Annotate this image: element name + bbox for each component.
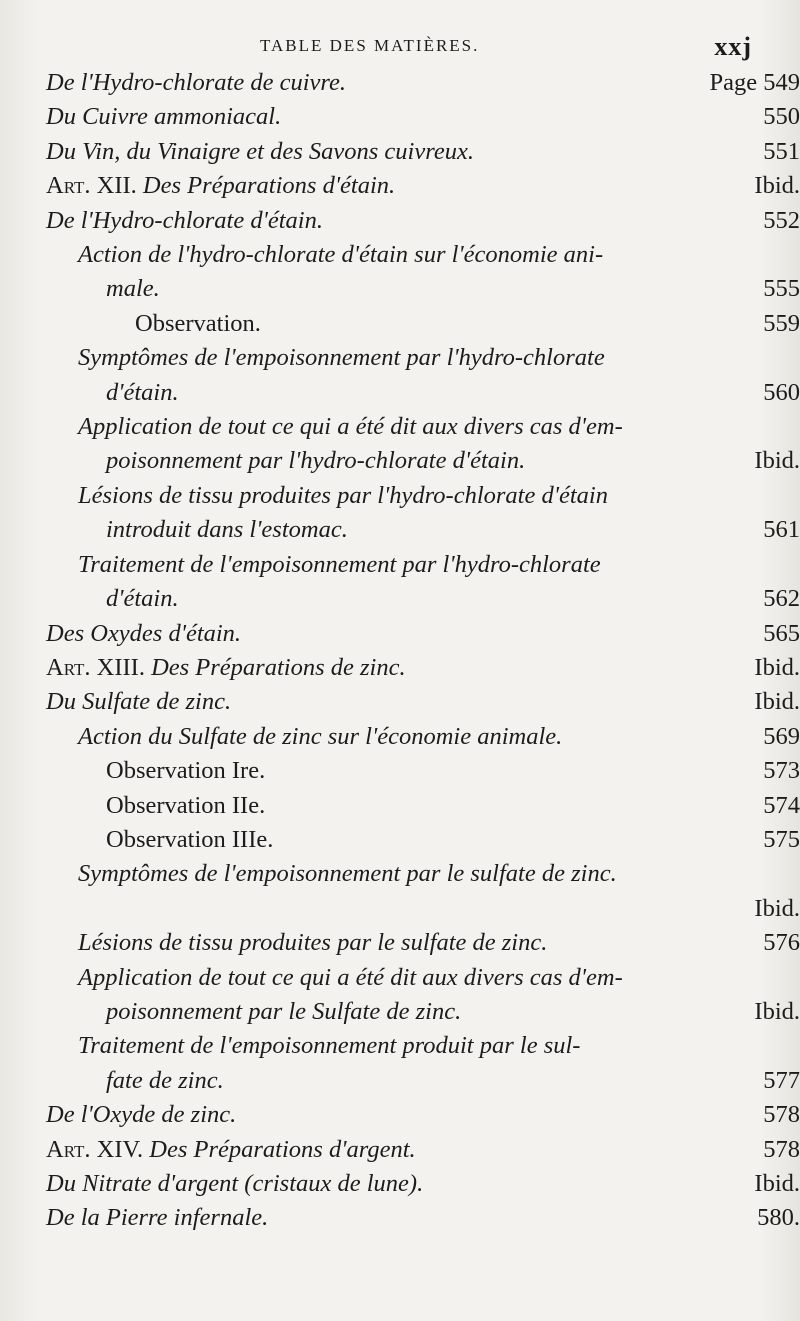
toc-entry-title (78, 961, 728, 995)
page-number: 551 (763, 137, 800, 165)
toc-entry (0, 1029, 800, 1098)
toc-entry-title (46, 169, 728, 203)
page-number: 578 (763, 1101, 800, 1129)
entry-text: De l'Hydro-chlorate d'étain. (46, 206, 323, 234)
toc-entry-title (78, 857, 728, 891)
toc-entry-title (78, 720, 728, 754)
page-number: 569 (763, 722, 800, 750)
page-number: 555 (763, 275, 800, 303)
toc-entry (0, 1098, 800, 1132)
entry-text: Symptômes de l'empoisonnement par le sulfate de zinc. (78, 860, 617, 888)
toc-entry-title (78, 479, 728, 513)
toc-entry (0, 754, 800, 788)
toc-entry (0, 307, 800, 341)
entry-text: Des Préparations d'argent. (149, 1135, 416, 1163)
toc-entry (0, 548, 800, 617)
toc-entry (0, 685, 800, 719)
entry-text: Application de tout ce qui a été dit aux divers cas d'em- (78, 963, 623, 991)
toc-entry (0, 410, 800, 479)
entry-continuation: d'étain. (106, 585, 179, 613)
toc-entry-title (106, 789, 728, 823)
toc-entry-title (46, 100, 728, 134)
page-number: 559 (763, 309, 800, 337)
toc-entry-title (135, 307, 728, 341)
article-number: Art. XIII. (46, 653, 145, 681)
article-number: Art. XIV. (46, 1135, 144, 1163)
toc-entry-title (78, 548, 728, 582)
page-number: Ibid. (754, 447, 800, 475)
entry-text: Action de l'hydro-chlorate d'étain sur l'économie ani- (78, 241, 604, 269)
entry-text: De l'Hydro-chlorate de cuivre. (46, 69, 347, 96)
entry-continuation: male. (106, 275, 160, 303)
page-number: 576 (763, 929, 800, 957)
page-number: 550 (763, 103, 800, 131)
toc-entry-title (46, 651, 728, 685)
toc-entry (0, 1133, 800, 1167)
toc-entry-title (46, 1167, 728, 1201)
entry-text: Des Préparations de zinc. (151, 653, 406, 681)
table-of-contents (0, 66, 800, 1236)
toc-entry (0, 204, 800, 238)
toc-entry-title (78, 238, 728, 272)
toc-entry (0, 169, 800, 203)
toc-entry (0, 720, 800, 754)
toc-entry-title (46, 1201, 728, 1235)
page-number: 573 (763, 757, 800, 785)
toc-entry-title (46, 135, 728, 169)
entry-continuation: poisonnement par l'hydro-chlorate d'étain. (106, 447, 526, 475)
entry-text: Du Cuivre ammoniacal. (46, 103, 282, 131)
page-folio: xxj (714, 32, 752, 61)
page-number: 575 (763, 825, 800, 853)
toc-entry (0, 100, 800, 134)
page-number: 561 (763, 516, 800, 544)
running-title: TABLE DES MATIÈRES. (260, 36, 480, 55)
entry-text: Application de tout ce qui a été dit aux divers cas d'em- (78, 413, 623, 441)
toc-entry (0, 1201, 800, 1235)
page-number: 578 (763, 1135, 800, 1163)
toc-entry (0, 66, 800, 100)
toc-entry (0, 617, 800, 651)
toc-entry-title (106, 823, 728, 857)
entry-text: Symptômes de l'empoisonnement par l'hydro-chlorate (78, 344, 605, 372)
toc-entry (0, 823, 800, 857)
toc-entry (0, 238, 800, 307)
entry-text: Action du Sulfate de zinc sur l'économie animale. (78, 722, 563, 750)
page-number: 580. (757, 1204, 800, 1232)
page-number: Ibid. (754, 1169, 800, 1197)
entry-text: Lésions de tissu produites par le sulfate de zinc. (78, 929, 548, 957)
page-number: 562 (763, 585, 800, 613)
entry-text: Lésions de tissu produites par l'hydro-chlorate d'étain (78, 481, 608, 509)
toc-entry (0, 1167, 800, 1201)
entry-text: Traitement de l'empoisonnement produit par le sul- (78, 1032, 581, 1060)
toc-entry (0, 135, 800, 169)
toc-entry-title (78, 341, 728, 375)
toc-entry (0, 651, 800, 685)
toc-entry (0, 961, 800, 1030)
toc-entry (0, 926, 800, 960)
toc-entry-title (46, 1098, 728, 1132)
entry-text: De la Pierre infernale. (46, 1204, 269, 1232)
entry-text: Traitement de l'empoisonnement par l'hydro-chlorate (78, 550, 601, 578)
page-number: Page 549 (709, 69, 800, 96)
toc-entry (0, 479, 800, 548)
toc-entry-title (46, 204, 728, 238)
toc-entry-title (46, 1133, 728, 1167)
entry-text: Du Sulfate de zinc. (46, 688, 232, 716)
page-number: Ibid. (754, 688, 800, 716)
entry-continuation: poisonnement par le Sulfate de zinc. (106, 997, 462, 1025)
entry-continuation: fate de zinc. (106, 1066, 224, 1094)
page-number: Ibid. (754, 894, 800, 922)
entry-text: Observation. (135, 309, 261, 337)
toc-entry-title (106, 754, 728, 788)
toc-entry-title (78, 410, 728, 444)
toc-entry (0, 857, 800, 926)
entry-text: Observation IIe. (106, 791, 266, 819)
entry-text: Du Vin, du Vinaigre et des Savons cuivreux. (46, 137, 474, 165)
toc-entry (0, 789, 800, 823)
toc-entry-title (46, 66, 728, 100)
page-number: Ibid. (754, 997, 800, 1025)
entry-text: Des Préparations d'étain. (142, 172, 396, 200)
entry-text: De l'Oxyde de zinc. (46, 1101, 237, 1129)
entry-text: Observation Ire. (106, 757, 266, 785)
entry-text: Du Nitrate d'argent (cristaux de lune). (46, 1169, 424, 1197)
page-number: Ibid. (754, 172, 800, 200)
entry-text: Des Oxydes d'étain. (46, 619, 242, 647)
page-number: Ibid. (754, 653, 800, 681)
toc-entry (0, 341, 800, 410)
page-number: 574 (763, 791, 800, 819)
running-header (0, 32, 800, 66)
page-number: 565 (763, 619, 800, 647)
toc-entry-title (78, 926, 728, 960)
entry-continuation: d'étain. (106, 378, 179, 406)
page-number: 577 (763, 1066, 800, 1094)
toc-entry-title (78, 1029, 728, 1063)
page-number: 560 (763, 378, 800, 406)
article-number: Art. XII. (46, 172, 137, 200)
page-number: 552 (763, 206, 800, 234)
entry-text: Observation IIIe. (106, 825, 274, 853)
toc-entry-title (46, 617, 728, 651)
toc-entry-title (46, 685, 728, 719)
entry-continuation: introduit dans l'estomac. (106, 516, 348, 544)
entry-page-line (78, 892, 728, 926)
